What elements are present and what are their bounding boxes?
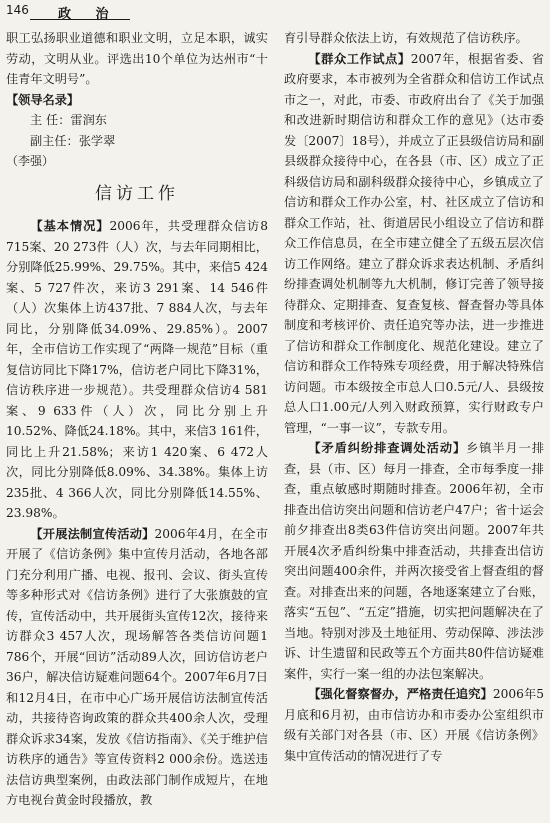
pilot-heading: 【群众工作试点】 (308, 51, 411, 66)
header-rule (30, 19, 130, 20)
right-column (284, 28, 544, 766)
conflict-text: 乡镇半月一排查，县（市、区）每月一排查，全市每季度一排查，重点敏感时期随时排查。2006年初，全市排查出信访突出问题和信访老户47户；省十运会前夕排查出8类63件信访突出问题。2007年共开展4次矛盾纠纷集中排查活动，共排查出信访突出问题400余件，并两次接受省上督查组的督查。对排查出来的问题，各地逐案建立了台账，落实“五包”、“五定”措施，切实把问题解决在了当地。特别对涉及土地征用、劳动保障、涉法涉诉、计生遗留和民政等五个方面共80件信访疑难案件，实行一案一组的办法包案解决。 (284, 441, 545, 681)
author-credit: （李强） (6, 154, 55, 168)
leaders-heading: 【领导名录】 (6, 92, 80, 107)
director-line: 主 任：雷润东 (30, 113, 107, 127)
basic-heading: 【基本情况】 (30, 219, 110, 233)
legal-heading: 【开展法制宣传活动】 (30, 526, 155, 541)
legal-text: 2006年4月，在全市开展了《信访条例》集中宣传月活动，各地各部门充分利用广播、电视、报刊、会议、街头宣传等多种形式对《信访条例》进行了大张旗鼓的宣传，宣传活动中，共开展街头宣传12次，接待来访群众3 457人次，现场解答各类信访问题1 786个，开展“回访”活动89人次，回访信访老户36户，解决信访疑难问题64个。2007年6月7日和12月4日，在市中心广场开展信访法制宣传活动，共接待咨询政策的群众共400余人次，受理群众诉求34案，发放《信访指南》、《关于维护信访秩序的通告》等宣传资料2 000余份。选送违法信访典型案例，由政法部门制作成短片，在地方电视台黄金时段播放，教 (6, 526, 269, 807)
legal-paragraph (6, 524, 268, 811)
conflict-paragraph (284, 438, 544, 684)
section-title: 信访工作 (95, 183, 179, 204)
deputy-line: 副主任：张学翠 (30, 133, 116, 148)
conflict-heading: 【矛盾纠纷排查调处活动】 (308, 441, 467, 455)
page-number: 146 (6, 3, 29, 17)
basic-text: 2006年，共受理群众信访8 715案、20 273件（人）次，与去年同期相比，分别降低25.99%、29.75%。其中，来信5 424案、5 727件次，来访3 291案、14 546件（人）次集体上访437批、7 884人次，与去年同比，分别降低34.09%、29.85%）。2007年，全市信访工作实现了“两降一规范”目标（重复信访同比下降17%，信访老户同比下降31%，信访秩序进一步规范）。共受理群众信访4 581案、9 633件（人）次，同比分别上升10.52%、降低24.18%。其中，来信3 161件，同比上升21.58%；来访1 420案、6 472人次，同比分别降低8.09%、34.38%。集体上访235批、4 366人次，同比分别降低14.55%、23.98%。 (6, 219, 268, 520)
page-header (6, 3, 546, 22)
supervise-text: 2006年5月底和6月初，由市信访办和市委办公室组织市级有关部门对各县（市、区）开展《信访条例》集中宣传活动的情况进行了专 (284, 687, 545, 763)
left-column (6, 28, 268, 811)
intro-paragraph: 职工弘扬职业道德和职业文明，立足本职，诚实劳动，文明从业。评选出10个单位为达州市“十佳青年文明号”。 (6, 31, 268, 86)
section-name: 政 治 (58, 7, 119, 22)
supervise-heading: 【强化督察督办，严格责任追究】 (308, 687, 493, 701)
continued-paragraph: 育引导群众依法上访，有效规范了信访秩序。 (284, 31, 528, 45)
pilot-text: 2007年，根据省委、省政府要求，本市被列为全省群众和信访工作试点市之一，对此，市委、市政府出台了《关于加强和改进新时期信访和群众工作的意见》（达市委发〔2007〕18号），并成立了正县级信访局和副县级群众接待中心，在各县（市、区）成立了正科级信访局和副科级群众接待中心，乡镇成立了信访和群众工作办公室，村、社区成立了信访和群众工作站，社、街道居民小组设立了信访和群众工作信息员，在全市建立健全了五级五层次信访工作网络。建立了群众诉求表达机制、矛盾纠纷排查调处机制等九大机制，修订完善了领导接待群众、定期排查、复查复核、督查督办等具体制度和考核评价、责任追究等办法，进一步推进了信访和群众工作制度化、规范化建设。建立了信访和群众工作特殊专项经费，用于解决特殊信访问题。市本级按全市总人口0.5元/人、县级按总人口1.00元/人列入财政预算，实行财政专户管理，“一事一议”，专款专用。 (284, 51, 544, 435)
pilot-paragraph (284, 49, 544, 439)
supervise-paragraph (284, 684, 544, 766)
basic-paragraph (6, 216, 268, 524)
